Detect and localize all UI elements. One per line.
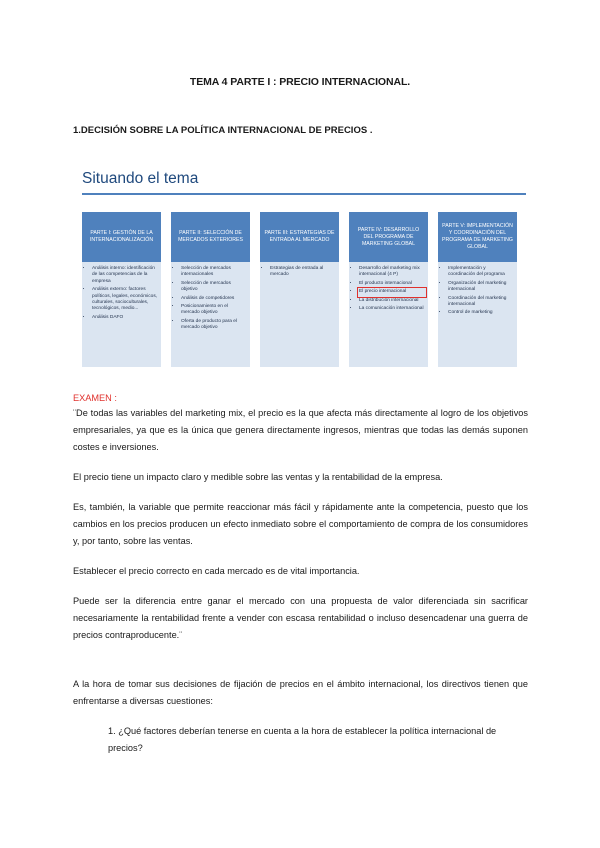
column-item: • Análisis DAFO: [92, 315, 158, 321]
exam-paragraph: Es, también, la variable que permite reaccionar más fácil y rápidamente ante la competencia, puesto que los cambios en los precios producen un efecto inmediato sobre el comportamiento de compra de los consumidores y, por tanto, sobre las ventas.: [73, 502, 528, 546]
column-item: • Oferta de producto para el mercado objetivo: [181, 319, 247, 332]
column-item: • La distribución internacional: [359, 298, 425, 304]
exam-paragraph: El precio tiene un impacto claro y medible sobre las ventas y la rentabilidad de la empresa.: [73, 472, 443, 482]
column-item: • Selección de mercados objetivo: [181, 281, 247, 294]
diagram-divider: [82, 193, 526, 195]
column-item: • Implementación y coordinación del programa: [448, 266, 514, 279]
column-item: • Estrategias de entrada al mercado: [270, 266, 336, 279]
diagram-column-3: [260, 212, 339, 367]
column-item: • Control de marketing: [448, 310, 514, 316]
column-header: PARTE II: SELECCIÓN DE MERCADOS EXTERIORES: [171, 212, 250, 262]
column-item: • Desarrollo del marketing mix internacional (4 P): [359, 266, 425, 279]
column-item: • Análisis externo: factores políticos, legales, económicos, culturales, socioculturales, tecnológicos, medio...: [92, 287, 158, 313]
column-item-highlighted: • El precio internacional: [359, 289, 425, 295]
intro-paragraph: A la hora de tomar sus decisiones de fijación de precios en el ámbito internacional, los directivos tienen que enfrentarse a diversas cuestiones:: [73, 679, 528, 706]
page-title: TEMA 4 PARTE I : PRECIO INTERNACIONAL.: [189, 76, 411, 88]
column-item: • Coordinación del marketing internacional: [448, 296, 514, 309]
column-item: • Organización del marketing internacional: [448, 281, 514, 294]
column-item: • La comunicación internacional: [359, 306, 425, 312]
exam-paragraph: Establecer el precio correcto en cada mercado es de vital importancia.: [73, 566, 360, 576]
column-header: PARTE V: IMPLEMENTACIÓN Y COORDINACIÓN DEL PROGRAMA DE MARKETING GLOBAL: [438, 212, 517, 262]
question-item: 1. ¿Qué factores deberían tenerse en cuenta a la hora de establecer la política internacional de precios?: [108, 726, 497, 753]
exam-paragraph: Puede ser la diferencia entre ganar el mercado con una propuesta de valor diferenciada sin sacrificar necesariamente la rentabilidad frente a vender con escasa rentabilidad o incluso desencadenar una guerra de precios contraproducente.¨: [73, 596, 528, 640]
column-header: PARTE I: GESTIÓN DE LA INTERNACIONALIZACIÓN: [82, 212, 161, 262]
column-item: • Selección de mercados internacionales: [181, 266, 247, 279]
diagram-situando-el-tema: [78, 162, 530, 384]
section-heading: 1.DECISIÓN SOBRE LA POLÍTICA INTERNACIONAL DE PRECIOS .: [73, 125, 373, 136]
diagram-column-1: [82, 212, 161, 367]
column-item: • Análisis de competidores: [181, 296, 247, 302]
diagram-column-4: [349, 212, 428, 367]
column-item: • Posicionamiento en el mercado objetivo: [181, 304, 247, 317]
exam-paragraph: ¨De todas las variables del marketing mix, el precio es la que afecta más directamente al logro de los objetivos empresariales, ya que es la única que genera directamente ingresos, mientras que todas las demás suponen costes e inversiones.: [73, 408, 528, 452]
diagram-title: Situando el tema: [82, 170, 199, 187]
diagram-column-2: [171, 212, 250, 367]
column-item: • Análisis interno: identificación de las competencias de la empresa: [92, 266, 158, 285]
diagram-column-5: [438, 212, 517, 367]
column-header: PARTE IV: DESARROLLO DEL PROGRAMA DE MARKETING GLOBAL: [349, 212, 428, 262]
column-header: PARTE III: ESTRATEGIAS DE ENTRADA AL MERCADO: [260, 212, 339, 262]
column-item: • El producto internacional: [359, 281, 425, 287]
exam-label: EXAMEN :: [73, 393, 117, 403]
